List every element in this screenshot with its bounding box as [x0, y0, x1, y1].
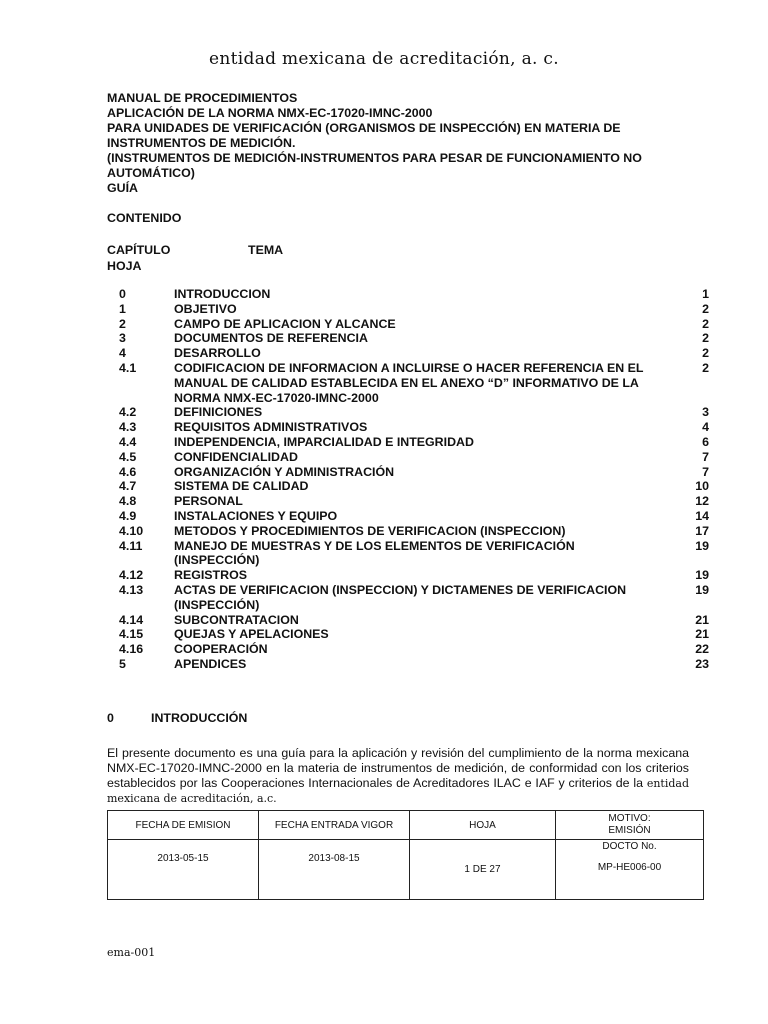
- toc-chapter-number: 4.16: [119, 642, 144, 657]
- title-line: (INSTRUMENTOS DE MEDICIÓN-INSTRUMENTOS PARA PESAR DE FUNCIONAMIENTO NO: [107, 151, 642, 165]
- organization-header: entidad mexicana de acreditación, a. c.: [209, 49, 559, 69]
- toc-page-number: 22: [695, 642, 709, 657]
- toc-page-number: 2: [702, 301, 709, 316]
- toc-chapter-number: 4.1: [119, 360, 137, 375]
- toc-chapter-number: 4.2: [119, 405, 137, 420]
- toc-row: [119, 627, 709, 642]
- toc-topic: INSTALACIONES Y EQUIPO: [174, 508, 338, 523]
- footer-code: ema-001: [107, 946, 156, 959]
- toc-page-number: 19: [695, 568, 709, 583]
- toc-chapter-number: 1: [119, 301, 126, 316]
- document-title-block: [107, 91, 677, 196]
- document-number-label: DOCTO No.: [602, 841, 657, 852]
- toc-page-number: 21: [695, 612, 709, 627]
- toc-topic: REQUISITOS ADMINISTRATIVOS: [174, 420, 368, 435]
- toc-page-number: 2: [702, 316, 709, 331]
- toc-page-number: 21: [695, 627, 709, 642]
- toc-topic: CONFIDENCIALIDAD: [174, 449, 298, 464]
- toc-row: [119, 450, 709, 465]
- toc-topic: ORGANIZACIÓN Y ADMINISTRACIÓN: [174, 464, 395, 479]
- reason-header: [556, 811, 704, 840]
- toc-page-number: 2: [702, 331, 709, 346]
- introduction-number: 0: [107, 711, 114, 725]
- issue-date-value: 2013-05-15: [108, 840, 259, 900]
- toc-row: [119, 509, 709, 524]
- page-header: HOJA: [410, 811, 556, 840]
- toc-page-number: 19: [695, 538, 709, 553]
- toc-topic: METODOS Y PROCEDIMIENTOS DE VERIFICACION (INSPECCION): [174, 523, 566, 538]
- toc-row: [119, 331, 709, 346]
- toc-chapter-number: 4: [119, 346, 126, 361]
- toc-chapter-number: 4.6: [119, 464, 137, 479]
- toc-row: [119, 583, 709, 613]
- introduction-title: INTRODUCCIÓN: [151, 711, 248, 725]
- toc-row: [119, 479, 709, 494]
- toc-row: [119, 494, 709, 509]
- toc-chapter-number: 4.9: [119, 508, 137, 523]
- toc-page-number: 6: [702, 434, 709, 449]
- contents-heading: CONTENIDO: [107, 211, 182, 225]
- title-line: GUÍA: [107, 181, 138, 195]
- toc-topic: SUBCONTRATACION: [174, 612, 299, 627]
- toc-topic: PERSONAL: [174, 494, 243, 509]
- toc-page-number: 19: [695, 582, 709, 597]
- toc-row: [119, 613, 709, 628]
- page-value: 1 DE 27: [410, 840, 556, 900]
- toc-chapter-number: 5: [119, 656, 126, 671]
- toc-row: [119, 657, 709, 672]
- info-table-value-row: [108, 840, 704, 900]
- toc-topic: DEFINICIONES: [174, 405, 263, 420]
- toc-topic: DESARROLLO: [174, 346, 261, 361]
- toc-page-number: 23: [695, 656, 709, 671]
- introduction-heading: [107, 711, 248, 725]
- introduction-paragraph: [107, 746, 689, 806]
- toc-topic: SISTEMA DE CALIDAD: [174, 479, 309, 494]
- toc-row: [119, 435, 709, 450]
- toc-page-number: 7: [702, 464, 709, 479]
- toc-row: [119, 465, 709, 480]
- toc-page-number: 7: [702, 449, 709, 464]
- toc-topic: INDEPENDENCIA, IMPARCIALIDAD E INTEGRIDAD: [174, 434, 474, 449]
- chapter-column-header: CAPÍTULO: [107, 243, 171, 257]
- toc-row: [119, 568, 709, 583]
- toc-topic: CAMPO DE APLICACION Y ALCANCE: [174, 316, 396, 331]
- toc-row: [119, 346, 709, 361]
- toc-row: [119, 539, 709, 569]
- toc-chapter-number: 4.10: [119, 523, 144, 538]
- toc-chapter-number: 0: [119, 287, 126, 301]
- introduction-org-name: entidad mexicana de acreditación, a.c.: [107, 777, 689, 805]
- toc-chapter-number: 3: [119, 331, 126, 346]
- title-line: AUTOMÁTICO): [107, 166, 195, 180]
- introduction-text: El presente documento es una guía para la aplicación y revisión del cumplimiento de la norma mexicana NMX-EC-17020-IMNC-2000 en la materia de instrumentos de medición, de conformidad con los criterios establecidos por las Cooperaciones Internacionales de Acreditadores ILAC e IAF y criterios de la: [107, 746, 689, 790]
- toc-chapter-number: 4.8: [119, 494, 137, 509]
- document-number-value: MP-HE006-00: [597, 862, 662, 873]
- toc-row: [119, 317, 709, 332]
- toc-chapter-number: 4.12: [119, 568, 144, 583]
- title-line: APLICACIÓN DE LA NORMA NMX-EC-17020-IMNC-2000: [107, 106, 433, 120]
- reason-label: MOTIVO:: [608, 813, 651, 824]
- toc-topic: MANEJO DE MUESTRAS Y DE LOS ELEMENTOS DE VERIFICACIÓN (INSPECCIÓN): [174, 538, 575, 568]
- page-column-header: HOJA: [107, 259, 142, 273]
- document-number-cell: [556, 840, 704, 900]
- toc-chapter-number: 4.14: [119, 612, 144, 627]
- toc-page-number: 14: [695, 508, 709, 523]
- toc-chapter-number: 4.5: [119, 449, 137, 464]
- effective-date-header: FECHA ENTRADA VIGOR: [259, 811, 410, 840]
- toc-topic: ACTAS DE VERIFICACION (INSPECCION) Y DICTAMENES DE VERIFICACION (INSPECCIÓN): [174, 582, 627, 612]
- title-line: PARA UNIDADES DE VERIFICACIÓN (ORGANISMOS DE INSPECCIÓN) EN MATERIA DE: [107, 121, 621, 135]
- toc-column-headers: [107, 242, 407, 274]
- issue-date-header: FECHA DE EMISION: [108, 811, 259, 840]
- toc-page-number: 12: [695, 494, 709, 509]
- toc-row: [119, 287, 709, 302]
- toc-topic: REGISTROS: [174, 568, 247, 583]
- toc-chapter-number: 4.7: [119, 479, 137, 494]
- toc-topic: COOPERACIÓN: [174, 642, 268, 657]
- info-table-header-row: [108, 811, 704, 840]
- reason-value: EMISIÓN: [608, 825, 651, 836]
- toc-row: [119, 642, 709, 657]
- toc-page-number: 3: [702, 405, 709, 420]
- toc-row: [119, 420, 709, 435]
- toc-chapter-number: 4.13: [119, 582, 144, 597]
- toc-chapter-number: 4.4: [119, 434, 137, 449]
- document-info-table: [107, 810, 704, 900]
- toc-row: [119, 405, 709, 420]
- toc-topic: DOCUMENTOS DE REFERENCIA: [174, 331, 368, 346]
- toc-page-number: 2: [702, 346, 709, 361]
- toc-page-number: 2: [702, 360, 709, 375]
- toc-page-number: 4: [702, 420, 709, 435]
- toc-row: [119, 361, 709, 405]
- toc-chapter-number: 4.11: [119, 538, 143, 553]
- toc-page-number: 17: [695, 523, 709, 538]
- title-line: INSTRUMENTOS DE MEDICIÓN.: [107, 136, 296, 150]
- toc-topic: OBJETIVO: [174, 301, 237, 316]
- toc-row: [119, 524, 709, 539]
- toc-topic: INTRODUCCION: [174, 287, 271, 301]
- toc-row: [119, 302, 709, 317]
- toc-page-number: 1: [702, 287, 709, 301]
- table-of-contents: [119, 287, 709, 672]
- toc-topic: APENDICES: [174, 656, 247, 671]
- toc-chapter-number: 4.15: [119, 627, 144, 642]
- topic-column-header: TEMA: [248, 243, 284, 257]
- title-line: MANUAL DE PROCEDIMIENTOS: [107, 91, 298, 105]
- toc-chapter-number: 2: [119, 316, 126, 331]
- toc-topic: QUEJAS Y APELACIONES: [174, 627, 329, 642]
- toc-page-number: 10: [695, 479, 709, 494]
- toc-chapter-number: 4.3: [119, 420, 137, 435]
- toc-topic: CODIFICACION DE INFORMACION A INCLUIRSE O HACER REFERENCIA EN EL MANUAL DE CALIDAD ESTABLECIDA EN EL ANEXO “D” INFORMATIVO DE LA NORMA NMX-EC-17020-IMNC-2000: [174, 360, 644, 405]
- effective-date-value: 2013-08-15: [259, 840, 410, 900]
